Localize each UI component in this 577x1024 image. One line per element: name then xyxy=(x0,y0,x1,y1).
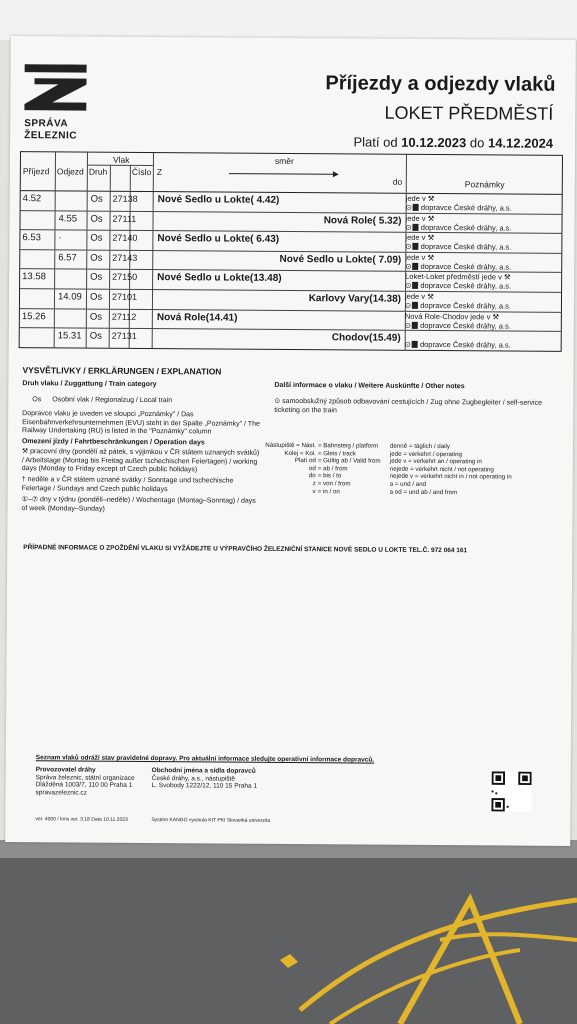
departure-time: · xyxy=(58,232,62,244)
self-service-icon: ⊙ xyxy=(404,300,412,310)
departure-time: 15.31 xyxy=(57,330,82,342)
abbreviation-line: z xyxy=(312,480,316,488)
direction-arrow-icon xyxy=(229,170,339,179)
background-top xyxy=(0,0,577,40)
abbreviation-line: a = und / and xyxy=(389,480,427,488)
abbreviation-line: Kolej = Kol. xyxy=(284,449,316,457)
note-carrier: ⊙ dopravce České dráhy, a.s. xyxy=(405,202,512,213)
departure-time: 6.57 xyxy=(58,252,77,264)
self-service-icon: ⊙ xyxy=(405,281,412,291)
origin-station: Nové Sedlo u Lokte(13.48) xyxy=(157,272,282,285)
footer-line: spravazeleznic.cz xyxy=(35,789,87,797)
train-type: Os xyxy=(89,311,103,323)
footer-line: České dráhy, a.s., nástupiště xyxy=(151,774,236,783)
abbreviation-line: nejede = verkehrt nicht / not operating xyxy=(389,465,494,474)
train-number: 27111 xyxy=(112,213,137,224)
abbreviation-line: jede v = verkehrt an / operating in xyxy=(389,457,482,466)
note-operation: Loket-Loket předměstí jede v ⚒ xyxy=(405,272,511,282)
footer-notice: Seznam vlaků odráží stav pravidelné dopravy. Pro aktuální informace sledujte operativní informace dopravců. xyxy=(35,754,375,764)
to-header: do xyxy=(392,176,403,187)
abbreviation-line: = in / on xyxy=(317,487,340,495)
departure-time: 4.55 xyxy=(58,212,78,225)
train-number: 27140 xyxy=(112,232,138,244)
direction-header: směr xyxy=(274,155,294,167)
destination-station: Nové Sedlo u Lokte( 7.09) xyxy=(279,253,402,266)
note-operation: jede v ⚒ xyxy=(405,193,435,203)
abbreviation-line: do xyxy=(308,472,316,480)
notes-header: Poznámky xyxy=(464,179,505,190)
abbreviation-line: = Gültig ab / Valid from xyxy=(317,457,381,465)
train-number: 27150 xyxy=(112,272,138,283)
arrival-time: 6.53 xyxy=(22,232,41,244)
arrival-time: 15.26 xyxy=(21,310,46,322)
self-service-legend: ⊙ samoobslužný způsob odbavování cestujících / Zug ohne Zugbegleiter / self-service ticketing on the train xyxy=(274,397,543,414)
destination-station: Nová Role( 5.32) xyxy=(323,214,402,227)
footer-line: Správa železnic, státní organizace xyxy=(35,773,135,782)
weekdays-legend: ①–⑦ dny v týdnu (pondělí–neděle) / Wochentage (Montag–Sonntag) / days of week (Monday–Sunday) xyxy=(21,496,256,513)
version-info: ver. 4000 / kms ver. 3.18 Data 10.11.2023 xyxy=(35,816,128,823)
train-type: Os xyxy=(90,213,103,225)
carrier-icon xyxy=(413,223,419,230)
sundays-legend: † neděle a v ČR státem uznané svátky / Sonntage und tschechische Feiertage / Sundays and Czech public holidays xyxy=(21,476,234,493)
abbreviation-line: denně = täglich / daily xyxy=(389,442,451,451)
timetable-poster xyxy=(5,36,576,846)
abbreviation-line: = von / from xyxy=(317,480,351,488)
self-service-icon: ⊙ xyxy=(405,202,412,212)
delay-info: PŘÍPADNÉ INFORMACE O ZPOŽDĚNÍ VLAKU SI VYŽÁDEJTE U VÝPRAVČÍHO ŽELEZNIČNÍ STANICE NOVÉ SEDLO U LOKTE TEL.Č. 972 064 161 xyxy=(23,544,468,555)
abbreviations-col-1 xyxy=(250,442,316,496)
carrier-icon xyxy=(413,204,419,211)
footer-line: Dlážděná 1003/7, 110 00 Praha 1 xyxy=(35,781,133,790)
validity-period: Platí od 10.12.2023 do 14.12.2024 xyxy=(353,134,554,151)
abbreviation-line: = Bahnsteig / platform xyxy=(317,442,379,450)
from-header: Z xyxy=(156,167,163,178)
carrier-icon xyxy=(412,321,418,328)
departure-header: Odjezd xyxy=(56,166,84,177)
abbreviation-line: nejede v = verkehrt nicht in / not operating in xyxy=(389,473,512,481)
train-type: Os xyxy=(90,252,103,264)
note-operation: jede v ⚒ xyxy=(405,213,435,223)
origin-station: Nové Sedlo u Lokte( 4.42) xyxy=(157,194,280,206)
train-type: Os xyxy=(90,271,103,284)
train-type: Os xyxy=(90,193,103,205)
train-number: 27138 xyxy=(112,193,138,204)
self-service-icon: ⊙ xyxy=(405,222,412,232)
table-header xyxy=(21,152,562,195)
sprava-zeleznic-logo xyxy=(24,64,90,114)
operator-block: Provozovatel dráhy Správa železnic, státní organizace Dlážděná 1003/7, 110 00 Praha 1 spravazeleznic.cz xyxy=(36,766,166,797)
self-service-icon: ⊙ xyxy=(274,397,283,405)
arrival-time: 4.52 xyxy=(22,193,42,205)
carrier-icon xyxy=(412,263,418,270)
carrier-icon xyxy=(413,243,419,250)
train-number: 27131 xyxy=(111,330,137,342)
logo-text: SPRÁVA ŽELEZNIC xyxy=(24,118,78,142)
note-carrier: ⊙ dopravce České dráhy, a.s. xyxy=(405,281,512,291)
train-number: 27143 xyxy=(112,252,138,263)
footer-line: L. Svobody 1222/12, 110 15 Praha 1 xyxy=(151,782,258,790)
carrier-icon xyxy=(412,341,418,348)
train-type: Os xyxy=(90,232,103,244)
system-info: Systém KANGO vyvinula KIT PKI Slovanká univerzita xyxy=(151,817,271,824)
note-operation: jede v ⚒ xyxy=(405,252,435,262)
note-carrier: ⊙ dopravce České dráhy, a.s. xyxy=(404,339,511,350)
carrier-note: Dopravce vlaku je uveden ve sloupci „Poznámky" / Das Eisenbahnverkehrsunternehmen (EVU) steht in der Spalte „Poznámky" / The Railway Undertaking (RU) is listed in the "Poznámky" column xyxy=(22,410,260,436)
workdays-legend: ⚒ pracovní dny (pondělí až pátek, s výjimkou v ČR státem uznaných svátků) / Arbeitstage (Montag bis Freitag außer tschechischen Feiertagen) / working days (Monday to Friday except of Czech public holidays) xyxy=(21,448,260,474)
footer-section xyxy=(35,754,375,824)
origin-station: Nová Role(14.41) xyxy=(156,311,238,324)
table-body xyxy=(20,191,562,351)
self-service-icon: ⊙ xyxy=(405,241,412,252)
abbreviations-col-3 xyxy=(390,443,560,497)
carrier-icon xyxy=(412,282,418,289)
arrival-header: Příjezd xyxy=(22,166,50,177)
train-type: Os xyxy=(89,330,102,342)
abbreviation-line: Platí od xyxy=(294,457,316,465)
qr-code[interactable] xyxy=(491,771,531,811)
abbreviation-line: = Gleis / track xyxy=(317,449,356,458)
destination-station: Chodov(15.49) xyxy=(331,332,401,344)
note-carrier: ⊙ dopravce České dráhy, a.s. xyxy=(405,222,512,233)
explanations-section xyxy=(21,365,563,555)
destination-station: Karlovy Vary(14.38) xyxy=(308,293,402,305)
departure-time: 14.09 xyxy=(57,291,82,303)
self-service-icon: ⊙ xyxy=(405,261,412,271)
train-type: Os xyxy=(89,291,103,303)
abbreviation-line: jede = verkehrt / operating xyxy=(389,450,462,458)
abbreviation-line: a od = und ab / and from xyxy=(389,488,458,496)
type-header: Druh xyxy=(88,166,108,177)
note-operation: jede v ⚒ xyxy=(405,232,435,243)
timetable-table xyxy=(19,151,563,352)
carrier-block: Obchodní jména a sídla dopravců České dráhy, a.s., nástupiště L. Svobody 1222/12, 110 15 Praha 1 xyxy=(152,767,332,791)
abbreviation-line: v xyxy=(312,487,316,495)
self-service-icon: ⊙ xyxy=(404,320,412,330)
note-operation: jede v ⚒ xyxy=(404,291,434,301)
note-operation: Nová Role-Chodov jede v ⚒ xyxy=(404,311,500,322)
page-title: Příjezdy a odjezdy vlaků xyxy=(325,72,556,96)
abbreviation-line: od xyxy=(308,464,316,472)
station-name: LOKET PŘEDMĚSTÍ xyxy=(384,102,554,124)
note-carrier: ⊙ dopravce České dráhy, a.s. xyxy=(404,320,511,331)
restrictions-title: Omezení jízdy / Fahrtbeschränkungen / Operation days xyxy=(21,438,205,447)
os-code: Os xyxy=(32,396,42,404)
abbreviation-line: = bis / to xyxy=(317,472,342,480)
number-header: Číslo xyxy=(131,166,152,178)
train-category-title: Druh vlaku / Zuggattung / Train category xyxy=(22,380,157,389)
abbreviations-col-2 xyxy=(318,442,398,496)
self-service-icon: ⊙ xyxy=(404,339,412,349)
train-number: 27112 xyxy=(111,311,137,322)
note-carrier: ⊙ dopravce České dráhy, a.s. xyxy=(405,241,512,252)
note-carrier: ⊙ dopravce České dráhy, a.s. xyxy=(404,300,512,311)
train-number: 27101 xyxy=(111,291,138,302)
os-description: Osobní vlak / Regionalzug / Local train xyxy=(52,396,173,405)
graffiti-decoration xyxy=(0,840,577,1024)
explanations-title: VYSVĚTLIVKY / ERKLÄRUNGEN / EXPLANATION xyxy=(22,365,222,377)
table-row xyxy=(20,328,561,350)
abbreviation-line: = ab / from xyxy=(317,464,348,473)
train-header: Vlak xyxy=(112,154,130,165)
origin-station: Nové Sedlo u Lokte( 6.43) xyxy=(157,233,280,246)
arrival-time: 13.58 xyxy=(22,271,46,283)
other-notes-title: Další informace o vlaku / Weitere Auskünfte / Other notes xyxy=(274,381,465,391)
carrier-icon xyxy=(412,302,418,309)
note-carrier: ⊙ dopravce České dráhy, a.s. xyxy=(405,261,512,272)
abbreviation-line: Nástupiště = Nást. xyxy=(265,441,316,450)
